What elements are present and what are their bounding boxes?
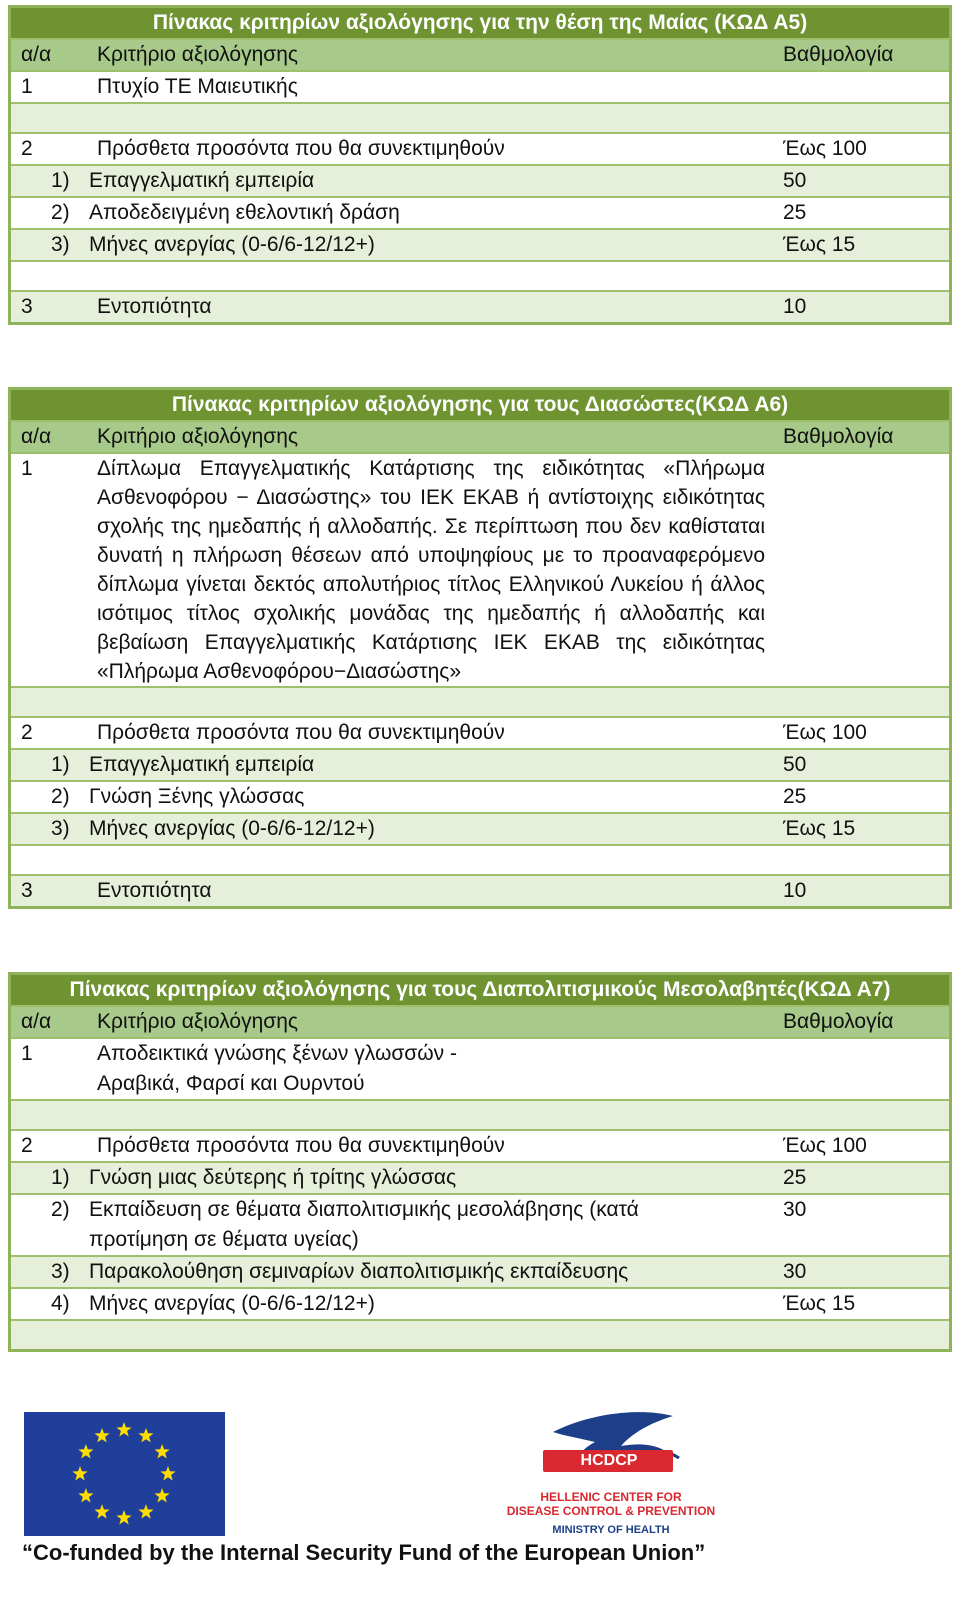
eu-star-icon: [116, 1510, 131, 1525]
table-row: [11, 716, 949, 748]
eu-star-icon: [94, 1504, 109, 1519]
subitem: [11, 1163, 779, 1193]
subitem: [11, 1257, 779, 1287]
table-subrow: [11, 1287, 949, 1319]
table-row: [11, 132, 949, 164]
row-score: 50: [783, 753, 807, 776]
row-number: 1: [21, 75, 33, 98]
criteria-table-a6: [8, 387, 952, 909]
eu-star-icon: [116, 1422, 131, 1437]
hcdcp-logo-title: HCDCP: [580, 1452, 638, 1469]
table-title: [11, 8, 949, 38]
subitem-text: Γνώση Ξένης γλώσσας: [89, 785, 305, 808]
table-row: [11, 70, 949, 102]
row-score: Έως 15: [783, 817, 856, 840]
hcdcp-logo-line2: DISEASE CONTROL & PREVENTION: [506, 1504, 716, 1518]
row-number: 2: [21, 137, 33, 160]
subitem-number: 1): [51, 169, 70, 192]
subitem-number: 2): [51, 201, 70, 224]
eu-star-icon: [78, 1444, 93, 1459]
subitem-text: Αποδεδειγμένη εθελοντική δράση: [89, 201, 400, 224]
eu-star-icon: [94, 1428, 109, 1443]
subitem-number: 3): [51, 1260, 70, 1283]
row-score: 25: [783, 201, 807, 224]
subitem: [11, 230, 779, 260]
row-number: 1: [21, 457, 33, 480]
hcdcp-logo-line1: HELLENIC CENTER FOR: [540, 1490, 682, 1504]
row-criterion: Πρόσθετα προσόντα που θα συνεκτιμηθούν: [97, 721, 505, 744]
row-criterion: Εντοπιότητα: [97, 879, 212, 902]
subitem: [11, 198, 779, 228]
subitem-number: 1): [51, 1166, 70, 1189]
subitem-number: 2): [51, 785, 70, 808]
table-spacer-row: [11, 844, 949, 874]
table-subrow: [11, 1161, 949, 1193]
table-spacer-row: [11, 260, 949, 290]
row-score: Έως 15: [783, 233, 856, 256]
row-number: 2: [21, 721, 33, 744]
subitem-text: Εκπαίδευση σε θέματα διαπολιτισμικής μεσολάβησης (κατά προτίμηση σε θέματα υγείας): [89, 1198, 639, 1251]
table-title-text: Πίνακας κριτηρίων αξιολόγησης για την θέση της Μαίας (ΚΩΔ Α5): [152, 11, 808, 34]
column-header-score: Βαθμολογία: [783, 425, 894, 448]
column-header-number: α/α: [21, 425, 52, 448]
subitem-text: Μήνες ανεργίας (0-6/6-12/12+): [89, 1292, 375, 1315]
table-spacer-row: [11, 686, 949, 716]
table-subrow: [11, 196, 949, 228]
subitem-text: Επαγγελματική εμπειρία: [89, 169, 315, 192]
hcdcp-logo-line3: MINISTRY OF HEALTH: [552, 1524, 670, 1536]
row-number: 2: [21, 1134, 33, 1157]
eu-star-icon: [160, 1466, 175, 1481]
table-header-row: [11, 420, 949, 452]
row-criterion: Αποδεικτικά γνώσης ξένων γλωσσών - Αραβικά, Φαρσί και Ουρντού: [97, 1042, 457, 1095]
table-title-text: Πίνακας κριτηρίων αξιολόγησης για τους Διαπολιτισμικούς Μεσολαβητές(ΚΩΔ Α7): [69, 978, 891, 1001]
eu-star-icon: [72, 1466, 87, 1481]
table-subrow: [11, 748, 949, 780]
row-score: [779, 72, 949, 102]
row-score: [779, 1039, 949, 1099]
subitem-text: Επαγγελματική εμπειρία: [89, 753, 315, 776]
row-score: 50: [783, 169, 807, 192]
subitem: [11, 782, 779, 812]
subitem: [11, 750, 779, 780]
table-header-row: [11, 38, 949, 70]
table-subrow: [11, 1255, 949, 1287]
row-criterion: Εντοπιότητα: [97, 295, 212, 318]
subitem-text: Παρακολούθηση σεμιναρίων διαπολιτισμικής εκπαίδευσης: [89, 1260, 629, 1283]
subitem-text: Μήνες ανεργίας (0-6/6-12/12+): [89, 817, 375, 840]
column-header-score: Βαθμολογία: [783, 43, 894, 66]
table-row: [11, 1129, 949, 1161]
table-title: [11, 390, 949, 420]
eu-star-icon: [138, 1428, 153, 1443]
row-score: Έως 100: [783, 721, 867, 744]
row-score: Έως 15: [783, 1292, 856, 1315]
table-subrow: [11, 164, 949, 196]
table-row: [11, 1037, 949, 1099]
row-number: 3: [21, 879, 33, 902]
eu-star-icon: [138, 1504, 153, 1519]
subitem-number: 4): [51, 1292, 70, 1315]
subitem: [11, 166, 779, 196]
column-header-number: α/α: [21, 43, 52, 66]
hcdcp-logo: [483, 1402, 739, 1542]
cofunded-caption: “Co-funded by the Internal Security Fund of the European Union”: [22, 1540, 706, 1565]
table-subrow: [11, 812, 949, 844]
column-header-score: Βαθμολογία: [783, 1010, 894, 1033]
table-row: [11, 290, 949, 322]
row-criterion: Πτυχίο ΤΕ Μαιευτικής: [97, 75, 298, 98]
row-score: 10: [783, 879, 807, 902]
subitem: [11, 1289, 779, 1319]
subitem-number: 3): [51, 233, 70, 256]
table-row: [11, 874, 949, 906]
criteria-table-a7: [8, 972, 952, 1352]
row-score: 30: [783, 1260, 807, 1283]
table-header-row: [11, 1005, 949, 1037]
row-score: [779, 454, 949, 686]
table-subrow: [11, 228, 949, 260]
row-score: Έως 100: [783, 137, 867, 160]
subitem-number: 1): [51, 753, 70, 776]
subitem: [11, 1195, 779, 1255]
row-criterion: Πρόσθετα προσόντα που θα συνεκτιμηθούν: [97, 1134, 505, 1157]
row-score: 10: [783, 295, 807, 318]
eu-stars-icon: [24, 1412, 225, 1536]
table-title: [11, 975, 949, 1005]
row-criterion: Πρόσθετα προσόντα που θα συνεκτιμηθούν: [97, 137, 505, 160]
table-spacer-row: [11, 1319, 949, 1349]
hcdcp-dove-icon: [483, 1402, 739, 1542]
column-header-number: α/α: [21, 1010, 52, 1033]
row-score: 25: [783, 1166, 807, 1189]
table-subrow: [11, 780, 949, 812]
subitem-number: 3): [51, 817, 70, 840]
eu-flag-logo: [24, 1412, 225, 1536]
subitem-number: 2): [51, 1198, 70, 1221]
row-score: 25: [783, 785, 807, 808]
eu-star-icon: [155, 1444, 170, 1459]
column-header-criterion: Κριτήριο αξιολόγησης: [97, 1010, 299, 1033]
row-score: Έως 100: [783, 1134, 867, 1157]
table-spacer-row: [11, 1099, 949, 1129]
row-score: 30: [783, 1198, 807, 1221]
subitem-text: Μήνες ανεργίας (0-6/6-12/12+): [89, 233, 375, 256]
row-number: 1: [21, 1042, 33, 1065]
criteria-table-a5: [8, 5, 952, 325]
eu-star-icon: [78, 1488, 93, 1503]
table-title-text: Πίνακας κριτηρίων αξιολόγησης για τους Διασώστες(ΚΩΔ Α6): [171, 393, 789, 416]
row-number: 3: [21, 295, 33, 318]
subitem-text: Γνώση μιας δεύτερης ή τρίτης γλώσσας: [89, 1166, 457, 1189]
column-header-criterion: Κριτήριο αξιολόγησης: [97, 43, 299, 66]
table-spacer-row: [11, 102, 949, 132]
table-row: [11, 452, 949, 686]
eu-star-icon: [155, 1488, 170, 1503]
subitem: [11, 814, 779, 844]
column-header-criterion: Κριτήριο αξιολόγησης: [97, 425, 299, 448]
row-criterion: Δίπλωμα Επαγγελματικής Κατάρτισης της ειδικότητας «Πλήρωμα Ασθενοφόρου − Διασώστης» του ΙΕΚ ΕΚΑΒ ή αντίστοιχης ειδικότητας σχολής της ημεδαπής ή αλλοδαπής. Σε περίπτωση που δεν καθίσταται δυνατή η πλήρωση θέσεων από υποψηφίους με το προαναφερόμενο δίπλωμα γίνεται δεκτός απολυτήριος τίτλος Ελληνικού Λυκείου ή άλλος ισότιμος τίτλος σχολικής μονάδας της ημεδαπής ή αλλοδαπής και βεβαίωση Επαγγελματικής Κατάρτισης ΙΕΚ ΕΚΑΒ της ειδικότητας «Πλήρωμα Ασθενοφόρου−Διασώστης»: [97, 457, 765, 683]
table-subrow: [11, 1193, 949, 1255]
